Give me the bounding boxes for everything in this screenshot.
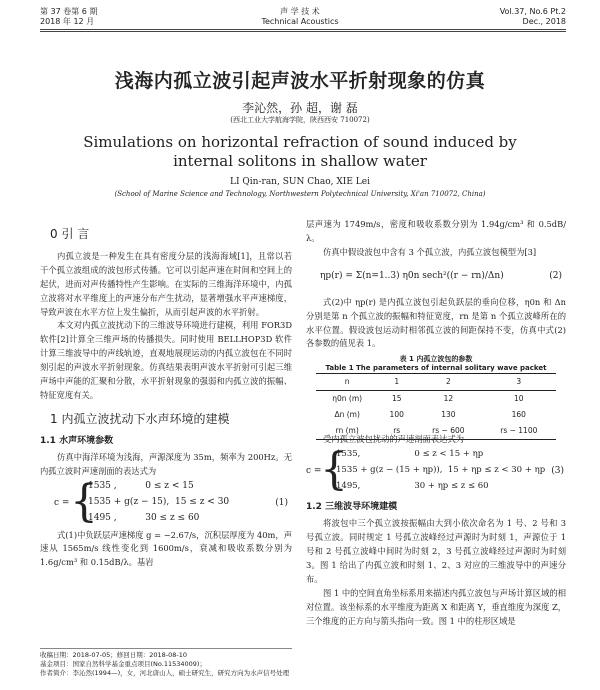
section-1-1-title: 1.1 水声环境参数: [40, 435, 114, 446]
journal-date-en: Dec., 2018: [522, 17, 566, 26]
journal-volume: Vol.37, No.6 Pt.2: [499, 7, 566, 16]
eq1-number: (1): [275, 497, 288, 508]
footnote-received: 收稿日期：2018-07-05；修回日期：2018-08-10: [40, 651, 188, 659]
journal-name-cn: 声 学 技 术: [280, 7, 320, 16]
affiliation-en: (School of Marine Science and Technology, Northwestern Polytechnical University, Xi'an 710072, China): [114, 190, 486, 198]
table-cell: 160: [511, 410, 526, 420]
table-cell: rs − 1100: [500, 426, 538, 436]
table-1: [306, 351, 566, 436]
table-header-cell: n: [344, 377, 350, 387]
table-cell: 100: [389, 410, 404, 420]
table-row: [316, 423, 556, 439]
table-caption-en: Table 1 The parameters of internal solitary wave packet: [325, 364, 547, 373]
footnote-rule: [40, 648, 292, 649]
right-paragraph-6: 图 1 中的空间直角坐标系用来描述内孤立波包与声场计算区域的相对位置。该坐标系的水平维度为距离 X 和距离 Y，垂直维度为深度 Z，三个维度的正方向与箭头指向一致。图 1 中的柱形区域是: [306, 587, 567, 626]
right-paragraph-2: 仿真中假设波包中含有 3 个孤立波，内孤立波包模型为[3]: [323, 246, 537, 257]
eq2-body: ηp(r) = Σ(n=1..3) η0n sech²((r − rn)/Δn): [320, 270, 504, 281]
eq3-brace: {: [320, 444, 348, 496]
eq1-case-1: 1535 , 0 ≤ z < 15: [88, 480, 194, 491]
title-en: [0, 133, 600, 171]
right-paragraph-3: 式(2)中 ηp(r) 是内孤立波包引起负跃层的垂向位移，η0n 和 Δn 分别是第 n 个孤立波的振幅和特征宽度，rn 是第 n 个孤立波峰所在的水平位置。假设波包运动时相邻孤立波的间距保持不变，仿真中式(2)各参数的值见表 1。: [306, 296, 566, 349]
eq1-brace: {: [70, 475, 98, 527]
eq3-case-3: 1495, 30 + ηp ≤ z ≤ 60: [336, 481, 489, 492]
title-en-line2: internal solitons in shallow water: [173, 152, 427, 170]
table-cell: 10: [514, 394, 524, 404]
eq3-number: (3): [551, 466, 564, 477]
title-cn: 浅海内孤立波引起声波水平折射现象的仿真: [114, 70, 486, 92]
footnote-author: 作者简介：李沁然(1994—)，女，河北唐山人，硕士研究生，研究方向为水声信号处理: [40, 669, 290, 677]
table-cell: 12: [443, 394, 454, 404]
authors-cn: 李沁然，孙 超，谢 磊: [242, 101, 358, 115]
journal-issue: 第 37 卷第 6 期: [40, 7, 98, 16]
eq1-lhs: c =: [54, 497, 70, 508]
eq1-case-2: 1535 + g(z − 15), 15 ≤ z < 30: [88, 496, 230, 507]
intro-paragraph-1: 内孤立波是一种发生在具有密度分层的浅海海域[1]，且常以若干个孤立波组成的波包形式传播。它可以引起声速在时间和空间上的起伏，进而对声传播特性产生影响。在实际的三维海洋环境中，内孤立波将对水平维度上的声速分布产生扰动，显著增强水平声速梯度，导致声波在水平方位上发生偏折，从而引起声波的水平折射。: [40, 250, 292, 317]
right-paragraph-1: 层声速为 1749m/s，密度和吸收系数分别为 1.94g/cm³ 和 0.5dB/λ。: [306, 219, 566, 243]
table-header-cell: 1: [394, 377, 400, 387]
table-cell: η0n (m): [332, 394, 363, 404]
section-0-title: 0 引 言: [50, 227, 90, 241]
table-row: [316, 391, 556, 407]
table-header-cell: 3: [516, 377, 522, 387]
table-header-row: [316, 374, 556, 391]
table-cell: rs − 600: [432, 426, 465, 436]
authors-en: LI Qin-ran, SUN Chao, XIE Lei: [230, 177, 370, 187]
env-paragraph-2: 式(1)中负跃层声速梯度 g = −2.67/s，沉积层厚度为 40m，声速从 1565m/s 线性变化到 1600m/s，衰减和吸收系数分别为 1.6g/cm³ 和 0.15dB/λ。基岩: [40, 529, 292, 568]
intro-paragraph-2: 本文对内孤立波扰动下的三维波导环境进行建模，利用 FOR3D 软件[2]计算全三维声场的传播损失。同时使用 BELLHOP3D 软件计算三维波导中的声线轨迹，直观地展现运动的内孤立波包在不同时刻引起的声波水平折射现象。仿真结果表明声波水平折射可引起三维声场中声能的汇聚和分散，水平折射现象的强弱和内孤立波的振幅、特征宽度有关。: [40, 320, 292, 400]
eq1-case-3: 1495 , 30 ≤ z ≤ 60: [88, 512, 200, 523]
table-header-cell: 2: [445, 377, 451, 387]
equation-3: [306, 444, 566, 497]
table-cell: 130: [441, 410, 456, 420]
table-cell: rs: [393, 426, 401, 436]
footnote-fund: 基金项目：国家自然科学基金重点项目(No.11534009)；: [40, 660, 206, 668]
eq3-case-1: 1535, 0 ≤ z < 15 + ηp: [336, 449, 484, 460]
journal-date: 2018 年 12 月: [40, 17, 95, 26]
eq3-lhs: c =: [306, 466, 322, 477]
right-paragraph-5: 将波包中三个孤立波按振幅由大到小依次命名为 1 号、2 号和 3 号孤立波。同时规定 1 号孤立波峰经过声源时为时刻 1，声源位于 1 号和 2 号孤立波峰中间时为时刻 2，3 号孤立波峰经过声源时为时刻 3。图 1 给出了内孤立波和时刻 1、2、3 对应的三维波导中的声速分布。: [306, 518, 566, 584]
params-table: [316, 373, 556, 440]
table-row: [316, 407, 556, 423]
right-paragraph-4: 受内孤立波包扰动的声速剖面表达式为: [323, 434, 465, 445]
table-cell: 15: [391, 394, 402, 404]
header-rule: [40, 29, 566, 30]
equation-1: [40, 475, 292, 529]
section-1-title: 1 内孤立波扰动下水声环境的建模: [50, 411, 230, 426]
affiliation-cn: (西北工业大学航海学院，陕西西安 710072): [230, 116, 370, 124]
header-rule-2: [40, 31, 566, 32]
section-1-2-title: 1.2 三维波导环境建模: [306, 502, 398, 513]
left-column: [40, 220, 292, 570]
table-cell: Δn (m): [334, 410, 360, 420]
right-column: [306, 218, 566, 628]
eq2-number: (2): [549, 270, 562, 281]
equation-2: [306, 260, 566, 296]
title-en-line1: Simulations on horizontal refraction of sound induced by: [83, 133, 517, 151]
env-paragraph-1: 仿真中海洋环境为浅海，声源深度为 35m，频率为 200Hz。无内孤立波时声速剖面的表达式为: [40, 451, 292, 476]
eq3-case-2: 1535 + g(z − (15 + ηp)), 15 + ηp ≤ z < 30 + ηp: [336, 465, 546, 476]
footnotes: [40, 651, 294, 678]
table-cell: rn (m): [335, 426, 359, 436]
table-caption-cn: 表 1 内孤立波包的参数: [399, 355, 473, 364]
journal-name-en: Technical Acoustics: [261, 17, 339, 26]
